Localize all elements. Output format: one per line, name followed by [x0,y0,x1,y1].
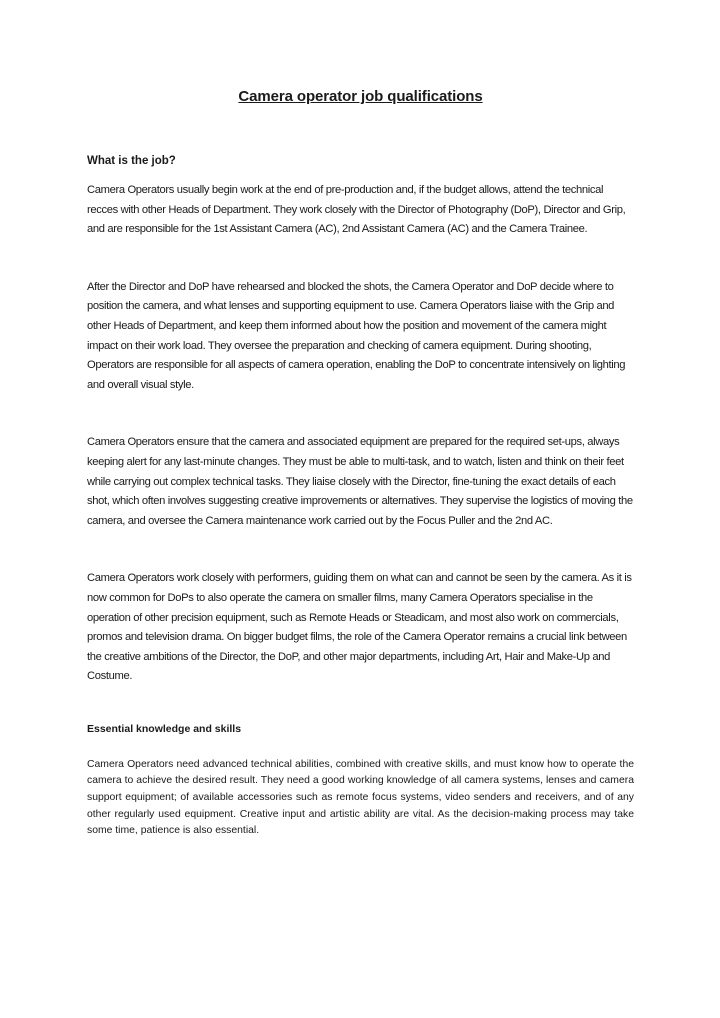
paragraph-4: Camera Operators work closely with performers, guiding them on what can and cannot be seen by the camera. As it is now common for DoPs to also operate the camera on smaller films, many Camera Operators specialise in the operation of other precision equipment, such as Remote Heads or Steadicam, and most also work on commercials, promos and television drama. On bigger budget films, the role of the Camera Operator remains a crucial link between the creative ambitions of the Director, the DoP, and other major departments, including Art, Hair and Make-Up and Costume. [87,572,632,683]
paragraph-1: Camera Operators usually begin work at the end of pre-production and, if the budget allows, attend the technical recces with other Heads of Department. They work closely with the Director of Photography (DoP), Director and Grip, and are responsible for the 1st Assistant Camera (AC), 2nd Assistant Camera (AC) and the Camera Trainee. [87,184,626,236]
paragraph-3: Camera Operators ensure that the camera and associated equipment are prepared for the required set-ups, always keeping alert for any last-minute changes. They must be able to multi-task, and to watch, listen and think on their feet while carrying out complex technical tasks. They liaise closely with the Director, fine-tuning the exact details of each shot, which often involves suggesting creative improvements or alternatives. They supervise the logistics of moving the camera, and oversee the Camera maintenance work carried out by the Focus Puller and the 2nd AC. [87,436,633,527]
section-heading: Essential knowledge and skills [87,722,242,735]
section-heading: What is the job? [87,155,176,167]
paragraph-5: Camera Operators need advanced technical abilities, combined with creative skills, and must know how to operate the camera to achieve the desired result. They need a good working knowledge of all camera systems, lenses and camera support equipment; of available accessories such as remote focus systems, video senders and receivers, and of any other regularly used equipment. Creative input and artistic ability are vital. As the decision-making process may take some time, patience is also essential. [87,758,634,837]
section-what-is-the-job [87,155,634,687]
section-essential-knowledge [87,723,634,840]
document-title: Camera operator job qualifications [238,88,483,105]
paragraph-2: After the Director and DoP have rehearsed and blocked the shots, the Camera Operator and DoP decide where to position the camera, and what lenses and supporting equipment to use. Camera Operators liaise with the Grip and other Heads of Department, and keep them informed about how the position and movement of the camera might impact on their work load. They oversee the preparation and checking of camera equipment. During shooting, Operators are responsible for all aspects of camera operation, enabling the DoP to concentrate intensively on lighting and overall visual style. [87,280,626,391]
